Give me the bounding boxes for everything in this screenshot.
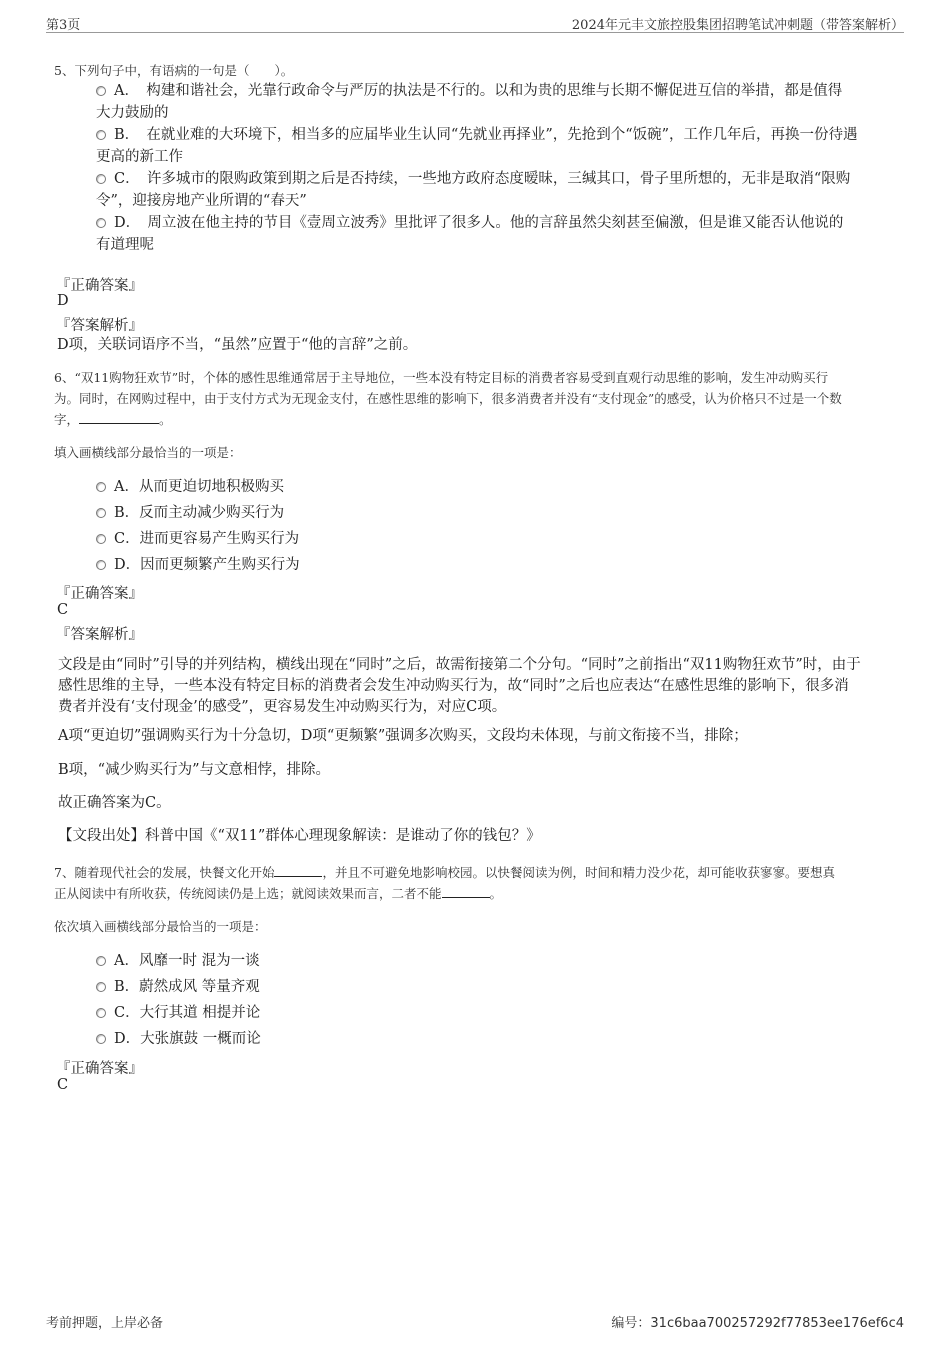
q7-answer: C [57, 1077, 69, 1093]
radio-icon[interactable] [96, 218, 106, 228]
q5-analysis: D项，关联词语序不当，“虽然”应置于“他的言辞”之前。 [57, 337, 418, 353]
q5-stem: 5、下列句子中，有语病的一句是（ ）。 [54, 63, 294, 78]
fill-blank [274, 862, 322, 877]
q5-analysis-label: 『答案解析』 [56, 318, 143, 334]
page-number: 第3页 [46, 18, 81, 33]
radio-icon[interactable] [96, 482, 106, 492]
q6-analysis-label: 『答案解析』 [56, 627, 143, 643]
q6-prompt: 填入画横线部分最恰当的一项是： [54, 445, 242, 460]
document-code: 编号：31c6baa700257292f77853ee176ef6c4 [611, 1316, 904, 1331]
radio-icon[interactable] [96, 174, 106, 184]
q6-option-d[interactable]: D．因而更频繁产生购买行为 [96, 554, 896, 576]
q6-source: 【文段出处】科普中国《“双11”群体心理现象解读：是谁动了你的钱包？》 [58, 828, 541, 844]
q5-answer-label: 『正确答案』 [56, 278, 143, 294]
q6-option-a[interactable]: A．从而更迫切地积极购买 [96, 476, 896, 498]
q6-answer: C [57, 602, 69, 618]
q5-option-c[interactable]: C． 许多城市的限购政策到期之后是否持续，一些地方政府态度暧昧，三缄其口，骨子里所想的，无非是取消“限购 令”，迎接房地产业所谓的“春天” [96, 171, 851, 209]
footer-slogan: 考前押题，上岸必备 [46, 1316, 164, 1331]
q7-option-d[interactable]: D．大张旗鼓 一概而论 [96, 1028, 896, 1050]
q5-answer: D [57, 293, 69, 309]
radio-icon[interactable] [96, 956, 106, 966]
q6-analysis-para2: A项“更迫切”强调购买行为十分急切，D项“更频繁”强调多次购买，文段均未体现，与前文衔接不当，排除； [58, 728, 748, 744]
q7-option-b[interactable]: B．蔚然成风 等量齐观 [96, 976, 896, 998]
q6-analysis-para1: 文段是由“同时”引导的并列结构，横线出现在“同时”之后，故需衔接第二个分句。“同时”之前指出“双11购物狂欢节”时，由于 感性思维的主导，一些本没有特定目标的消费者会发生冲动购买行为，故“同时”之后也应表达“在感性思维的影响下，很多消 费者并没有‘支付现金’的感受”，更容易发生冲动购买行为，对应C项。 [58, 657, 861, 715]
q7-option-c[interactable]: C．大行其道 相提并论 [96, 1002, 896, 1024]
q6-analysis-para4: 故正确答案为C。 [58, 795, 171, 811]
q6-option-b[interactable]: B．反而主动减少购买行为 [96, 502, 896, 524]
radio-icon[interactable] [96, 508, 106, 518]
q7-prompt: 依次填入画横线部分最恰当的一项是： [54, 919, 267, 934]
q6-answer-label: 『正确答案』 [56, 586, 143, 602]
q5-option-b[interactable]: B． 在就业难的大环境下，相当多的应届毕业生认同“先就业再择业”，先抢到个“饭碗”，工作几年后，再换一份待遇 更高的新工作 [96, 127, 858, 165]
q6-stem: 6、“双11购物狂欢节”时，个体的感性思维通常居于主导地位，一些本没有特定目标的消费者容易受到直观行动思维的影响，发生冲动购买行 为。同时，在网购过程中，由于支付方式为无现金支付，在感性思维的影响下，很多消费者并没有“支付现金”的感受，认为价格只不过是一个数 字， 。 [54, 370, 842, 427]
radio-icon[interactable] [96, 1008, 106, 1018]
q6-option-c[interactable]: C．进而更容易产生购买行为 [96, 528, 896, 550]
q6-analysis-para3: B项，“减少购买行为”与文意相悖，排除。 [58, 762, 330, 778]
radio-icon[interactable] [96, 1034, 106, 1044]
q5-option-d[interactable]: D． 周立波在他主持的节目《壹周立波秀》里批评了很多人。他的言辞虽然尖刻甚至偏激，但是谁又能否认他说的 有道理呢 [96, 215, 844, 253]
fill-blank [79, 409, 159, 424]
q7-option-a[interactable]: A．风靡一时 混为一谈 [96, 950, 896, 972]
radio-icon[interactable] [96, 560, 106, 570]
q7-stem: 7、随着现代社会的发展，快餐文化开始 ，并且不可避免地影响校园。以快餐阅读为例，时间和精力没少花，却可能收获寥寥。要想真 正从阅读中有所收获，传统阅读仍是上选；就阅读效果而言，二者不能 。 [54, 862, 835, 904]
radio-icon[interactable] [96, 130, 106, 140]
radio-icon[interactable] [96, 86, 106, 96]
page-header [46, 14, 904, 33]
fill-blank [442, 883, 490, 898]
radio-icon[interactable] [96, 982, 106, 992]
radio-icon[interactable] [96, 534, 106, 544]
document-title: 2024年元丰文旅控股集团招聘笔试冲刺题（带答案解析） [571, 18, 904, 33]
q7-answer-label: 『正确答案』 [56, 1061, 143, 1077]
q5-option-a[interactable]: A． 构建和谐社会，光靠行政命令与严厉的执法是不行的。以和为贵的思维与长期不懈促进互信的举措，都是值得 大力鼓励的 [96, 83, 843, 121]
